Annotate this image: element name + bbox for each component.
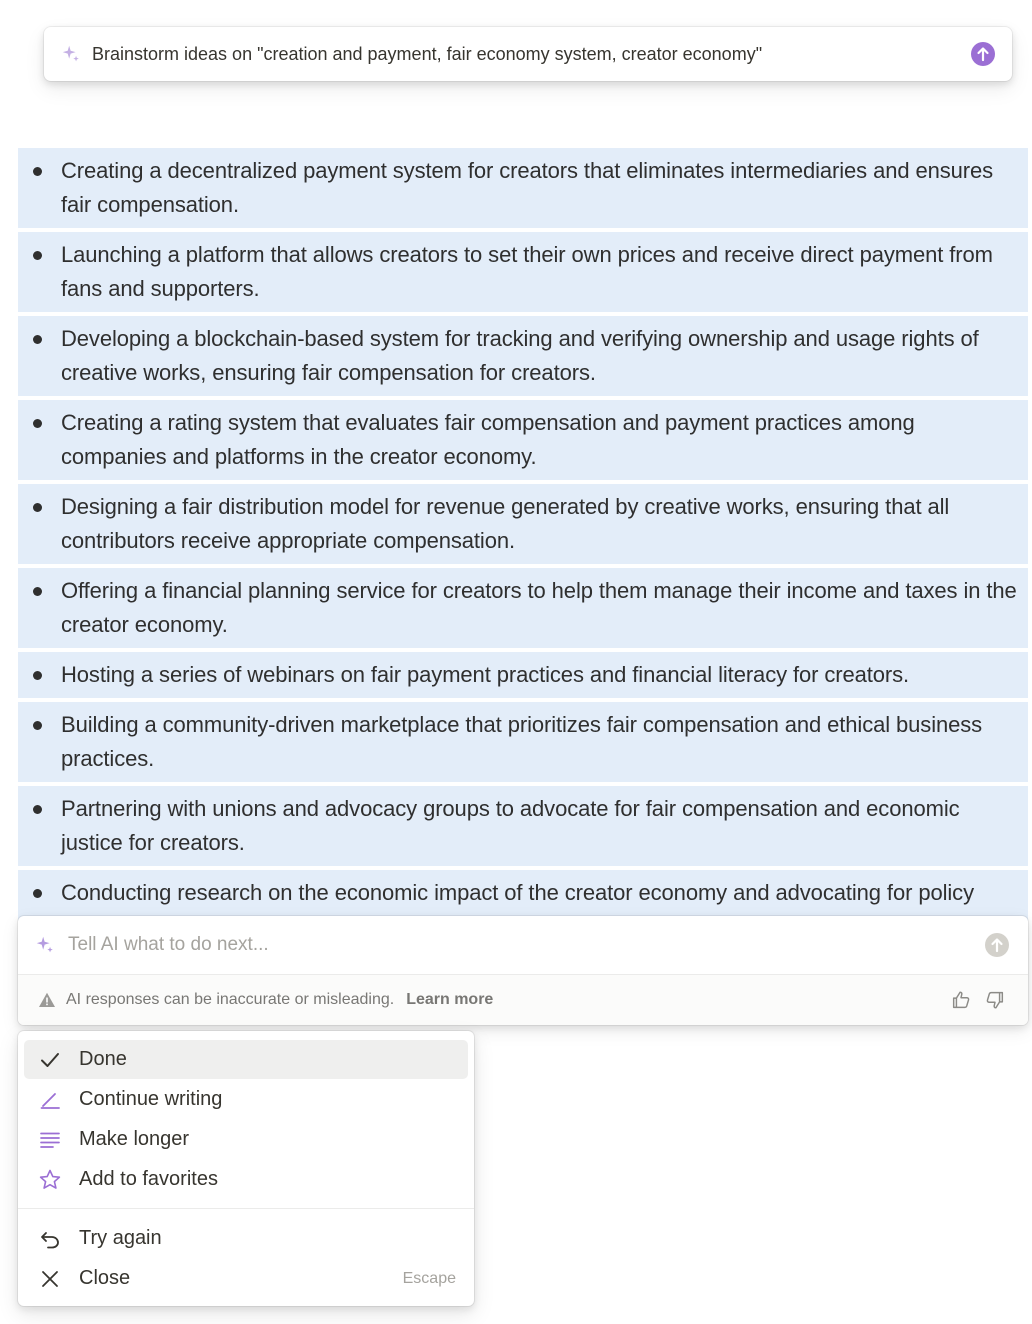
- check-icon: [38, 1048, 62, 1072]
- menu-item-continue-writing[interactable]: [24, 1080, 468, 1119]
- submit-arrow-icon[interactable]: [984, 932, 1010, 958]
- ideas-list: [18, 148, 1028, 954]
- shortcut-hint: Escape: [402, 1269, 456, 1287]
- menu-item-try-again[interactable]: [24, 1219, 468, 1258]
- prompt-bar: [44, 27, 1012, 81]
- list-item[interactable]: Building a community-driven marketplace that prioritizes fair compensation and ethical business practices.: [18, 702, 1028, 782]
- thumbs-up-icon[interactable]: [950, 989, 972, 1011]
- thumbs-down-icon[interactable]: [984, 989, 1006, 1011]
- list-item[interactable]: Partnering with unions and advocacy groups to advocate for fair compensation and economic justice for creators.: [18, 786, 1028, 866]
- prompt-text: Brainstorm ideas on "creation and payment, fair economy system, creator economy": [92, 43, 763, 64]
- menu-item-label: Continue writing: [79, 1088, 223, 1110]
- menu-item-make-longer[interactable]: [24, 1120, 468, 1159]
- lines-icon: [38, 1128, 62, 1152]
- learn-more-link[interactable]: Learn more: [406, 991, 494, 1008]
- list-item[interactable]: Designing a fair distribution model for revenue generated by creative works, ensuring that all contributors receive appropriate compensation.: [18, 484, 1028, 564]
- ai-prompt-box: [18, 916, 1028, 1025]
- menu-item-done[interactable]: [24, 1040, 468, 1079]
- sparkle-icon: [60, 43, 82, 65]
- close-icon: [38, 1267, 62, 1291]
- list-item[interactable]: Creating a decentralized payment system for creators that eliminates intermediaries and ensures fair compensation.: [18, 148, 1028, 228]
- list-item[interactable]: Launching a platform that allows creators to set their own prices and receive direct payment from fans and supporters.: [18, 232, 1028, 312]
- sparkle-icon: [34, 934, 56, 956]
- ai-footer: [18, 974, 1028, 1025]
- disclaimer-text: AI responses can be inaccurate or misleading.: [66, 991, 395, 1008]
- list-item[interactable]: Developing a blockchain-based system for tracking and verifying ownership and usage rights of creative works, ensuring fair compensation for creators.: [18, 316, 1028, 396]
- list-item[interactable]: Conducting research on the economic impact of the creator economy and advocating for policy: [18, 870, 1028, 950]
- submit-arrow-icon[interactable]: [970, 41, 996, 67]
- list-item[interactable]: Creating a rating system that evaluates fair compensation and payment practices among companies and platforms in the creator economy.: [18, 400, 1028, 480]
- ai-input[interactable]: [66, 933, 984, 957]
- star-icon: [38, 1168, 62, 1192]
- menu-item-label: Make longer: [79, 1128, 190, 1150]
- list-item[interactable]: Hosting a series of webinars on fair payment practices and financial literacy for creators.: [18, 652, 1028, 698]
- retry-icon: [38, 1227, 62, 1251]
- pen-icon: [38, 1088, 62, 1112]
- menu-item-label: Try again: [79, 1227, 162, 1249]
- warning-icon: [38, 991, 56, 1009]
- menu-divider: [18, 1208, 474, 1209]
- ai-input-row: [18, 916, 1028, 974]
- menu-item-add-to-favorites[interactable]: [24, 1160, 468, 1199]
- menu-item-label: Close: [79, 1267, 131, 1289]
- menu-item-label: Add to favorites: [79, 1168, 218, 1190]
- menu-item-label: Done: [79, 1048, 127, 1070]
- list-item[interactable]: Offering a financial planning service for creators to help them manage their income and taxes in the creator economy.: [18, 568, 1028, 648]
- ai-action-menu: [18, 1031, 474, 1306]
- menu-item-close[interactable]: [24, 1259, 468, 1298]
